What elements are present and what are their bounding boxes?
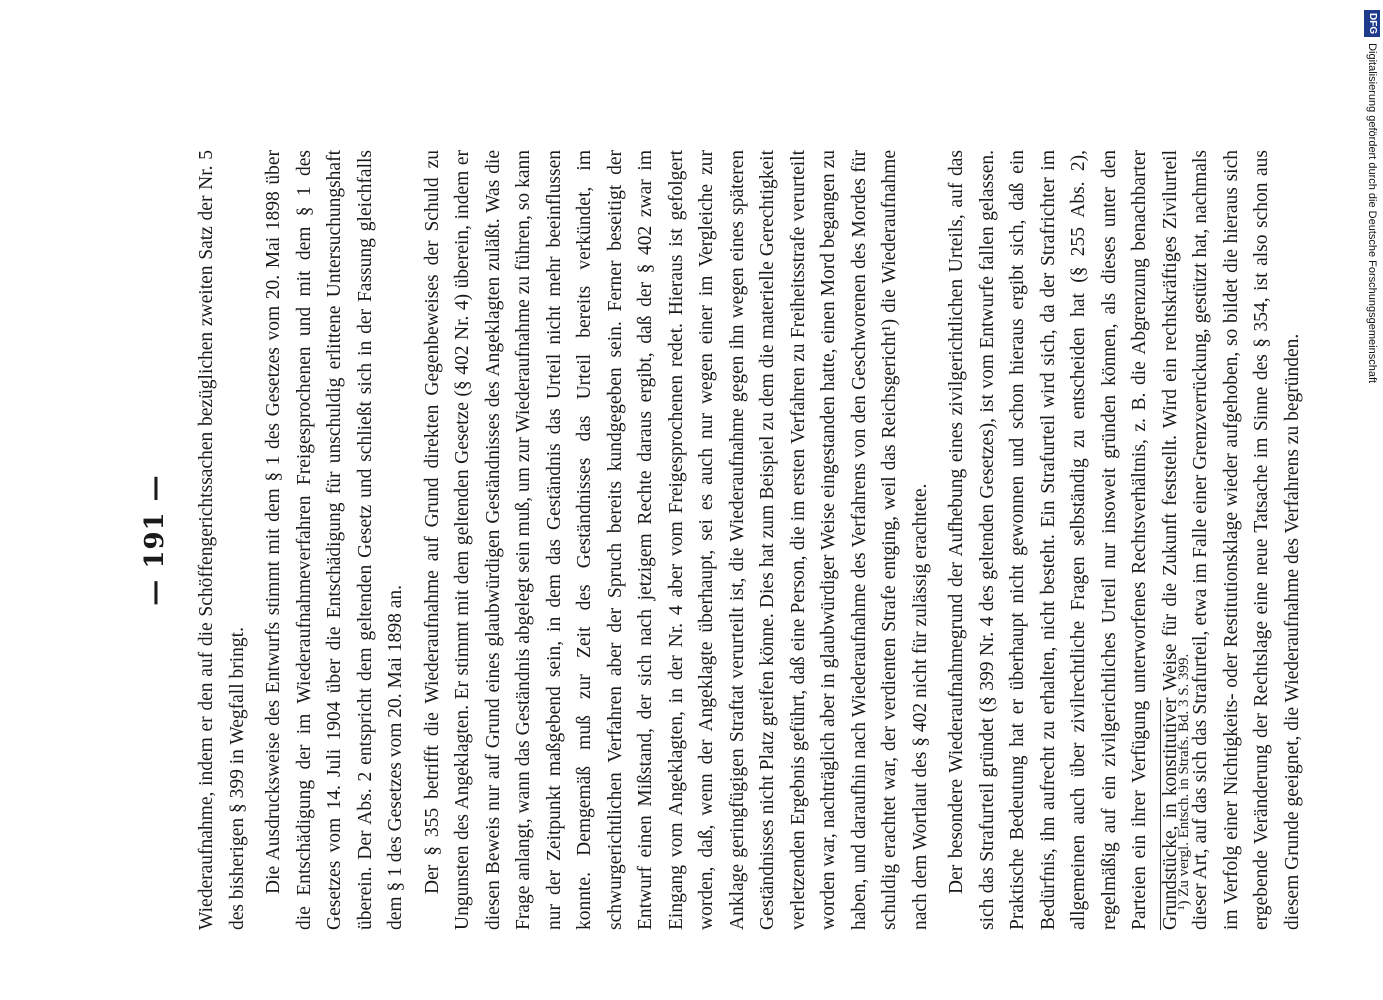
dfg-logo: DFG: [1364, 10, 1380, 37]
credit-text: Digitalisierung gefördert durch die Deutsche Forschungsgemeinschaft: [1366, 43, 1378, 384]
body-text: [192, 150, 1314, 930]
paragraph: Der besondere Wiederaufnahmegrund der Aufhebung eines zivilgerichtlichen Urteils, auf das sich das Strafurteil gründet (§ 399 Nr. 4 des geltenden Gesetzes), ist vom Entwurfe fallen gelassen. Praktische Bedeutung hat er überhaupt nicht gewonnen und schon hieraus ergibt sich, daß ein Bedürfnis, ihn aufrecht zu erhalten, nicht besteht. Ein Strafurteil wird sich, da der Strafrichter im allgemeinen auch über zivilrechtliche Fragen selbständig zu entscheiden hat (§ 255 Abs. 2), regelmäßig auf ein zivilgerichtliches Urteil nur insoweit gründen können, als dieses unter den Parteien ein ihrer Verfügung unterworfenes Rechtsverhältnis, z. B. die Abgrenzung benachbarter Grundstücke, in konstitutiver Weise für die Zukunft feststellt. Wird ein rechtskräftiges Zivilurteil dieser Art, auf das sich das Strafurteil, etwa im Falle einer Grenzverrückung, gestützt hat, nachmals im Verfolg einer Nichtigkeits- oder Restitutionsklage wieder aufgehoben, so bildet die hieraus sich ergebende Veränderung der Rechtslage eine neue Tatsache im Sinne des § 354, ist also schon aus diesem Grunde geeignet, die Wiederaufnahme des Verfahrens zu begründen.: [946, 150, 1303, 930]
page-number-header: — 191 —: [140, 474, 170, 606]
paragraph: Wiederaufnahme, indem er den auf die Schöffengerichtssachen bezüglichen zweiten Satz der Nr. 5 des bisherigen § 399 in Wegfall bringt.: [196, 150, 248, 930]
paragraph: Der § 355 betrifft die Wiederaufnahme auf Grund direkten Gegenbeweises der Schuld zu Ungunsten des Angeklagten. Er stimmt mit dem geltenden Gesetze (§ 402 Nr. 4) überein, indem er diesen Beweis nur auf Grund eines glaubwürdigen Geständnisses des Angeklagten zuläßt. Was die Frage anlangt, wann das Geständnis abgelegt sein muß, um zur Wiederaufnahme zu führen, so kann nur der Zeitpunkt maßgebend sein, in dem das Geständnis das Urteil nicht mehr beeinflussen konnte. Demgemäß muß zur Zeit des Geständnisses das Urteil bereits verkündet, im schwurgerichtlichen Verfahren aber der Spruch bereits kundgegeben sein. Ferner beseitigt der Entwurf einen Mißstand, der sich nach jetzigem Rechte daraus ergibt, daß der § 402 zwar im Eingang vom Angeklagten, in der Nr. 4 aber vom Freigesprochenen redet. Hieraus ist gefolgert worden, daß, wenn der Angeklagte überhaupt, sei es auch nur wegen einer im Vergleiche zur Anklage geringfügigen Straftat verurteilt ist, die Wiederaufnahme gegen ihn wegen eines späteren Geständnisses nicht Platz greifen könne. Dies hat zum Beispiel zu dem die materielle Gerechtigkeit verletzenden Ergebnis geführt, daß eine Person, die im ersten Verfahren zu Freiheitsstrafe verurteilt worden war, nachträglich aber in glaubwürdiger Weise eingestanden hatte, einen Mord begangen zu haben, und daraufhin nach Wiederaufnahme des Verfahrens von den Geschworenen des Mordes für schuldig erachtet war, der verdienten Strafe entging, weil das Reichsgericht¹) die Wiederaufnahme nach dem Wortlaut des § 402 nicht für zulässig erachtete.: [421, 150, 931, 930]
paragraph: Die Ausdrucksweise des Entwurfs stimmt mit dem § 1 des Gesetzes vom 20. Mai 1898 über die Entschädigung der im Wiederaufnahmeverfahren Freigesprochenen und mit dem § 1 des Gesetzes vom 14. Juli 1904 über die Entschädigung für unschuldig erlittene Untersuchungshaft überein. Der Abs. 2 entspricht dem geltenden Gesetz und schließt sich in der Fassung gleichfalls dem § 1 des Gesetzes vom 20. Mai 1898 an.: [263, 150, 406, 930]
footnote-divider: [1160, 700, 1161, 930]
footnote: ¹) Zu vergl. Entsch. in Strafs. Bd. 3 S. 399.: [1176, 653, 1192, 910]
digitization-credit: [1362, 10, 1382, 990]
document-page: [120, 140, 1303, 940]
